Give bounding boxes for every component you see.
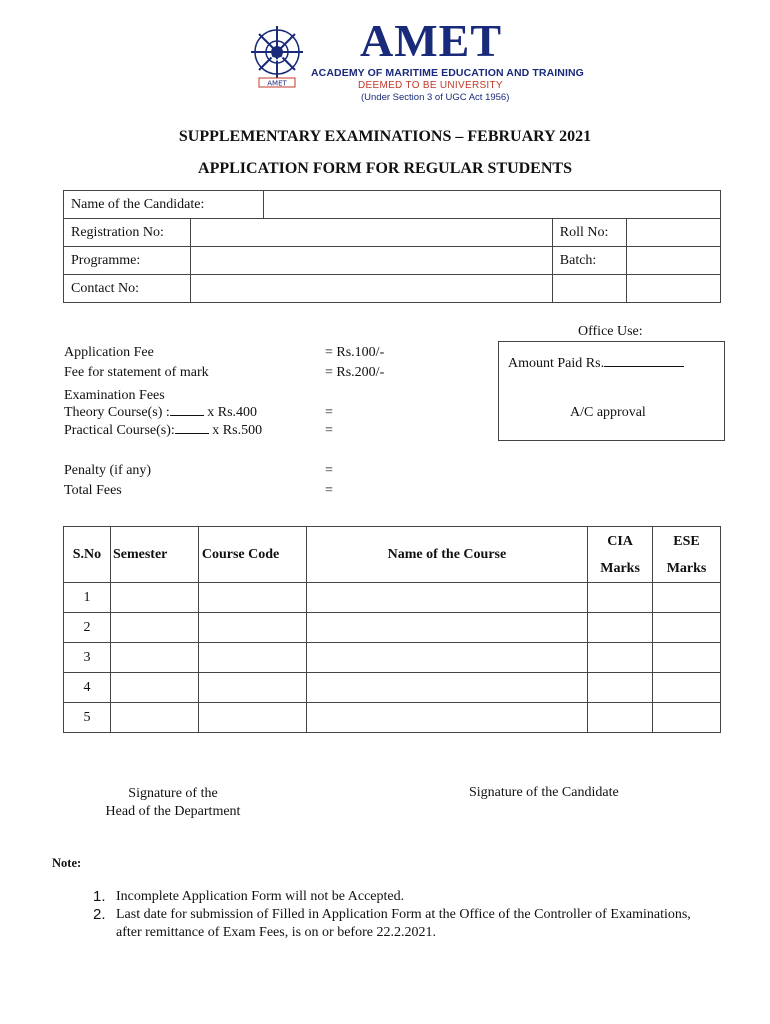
programme-field[interactable] bbox=[190, 247, 552, 275]
table-row bbox=[64, 247, 721, 275]
roll-label: Roll No: bbox=[552, 219, 626, 247]
penalty-label: Penalty (if any) bbox=[64, 463, 152, 478]
table-row bbox=[64, 583, 721, 613]
course-code-cell[interactable] bbox=[198, 703, 306, 733]
col-sno: S.No bbox=[64, 527, 111, 583]
page-title: SUPPLEMENTARY EXAMINATIONS – FEBRUARY 2021 bbox=[178, 128, 592, 145]
course-name-cell[interactable] bbox=[306, 703, 587, 733]
cia-cell[interactable] bbox=[588, 583, 653, 613]
practical-count-blank[interactable] bbox=[175, 421, 209, 434]
row-number: 5 bbox=[64, 703, 111, 733]
application-fee-label: Application Fee bbox=[64, 345, 154, 360]
ac-approval-label: A/C approval bbox=[570, 405, 646, 420]
semester-cell[interactable] bbox=[110, 643, 198, 673]
table-row bbox=[64, 613, 721, 643]
course-name-cell[interactable] bbox=[306, 613, 587, 643]
ese-cell[interactable] bbox=[653, 673, 721, 703]
batch-label: Batch: bbox=[552, 247, 626, 275]
row-number: 2 bbox=[64, 613, 111, 643]
note-label: Note: bbox=[52, 856, 82, 870]
roll-field[interactable] bbox=[626, 219, 720, 247]
statement-fee-label: Fee for statement of mark bbox=[64, 365, 209, 380]
col-cia-marks: CIA Marks bbox=[588, 527, 653, 583]
theory-count-blank[interactable] bbox=[170, 403, 204, 416]
course-code-cell[interactable] bbox=[198, 583, 306, 613]
table-row bbox=[64, 673, 721, 703]
penalty-equals: = bbox=[325, 463, 333, 478]
name-field[interactable] bbox=[264, 191, 721, 219]
office-use-label: Office Use: bbox=[578, 324, 643, 339]
col-course-name: Name of the Course bbox=[306, 527, 587, 583]
table-row bbox=[64, 703, 721, 733]
course-table bbox=[63, 526, 721, 733]
total-equals: = bbox=[325, 483, 333, 498]
list-item: 1. Incomplete Application Form will not be Accepted. bbox=[93, 888, 405, 905]
name-label: Name of the Candidate: bbox=[64, 191, 264, 219]
practical-equals: = bbox=[325, 423, 333, 438]
table-row bbox=[64, 191, 721, 219]
svg-text:AMET: AMET bbox=[267, 79, 287, 88]
table-row bbox=[64, 219, 721, 247]
ese-cell[interactable] bbox=[653, 703, 721, 733]
brand-subtitle: ACADEMY OF MARITIME EDUCATION AND TRAINING bbox=[311, 67, 584, 79]
application-fee-value: = Rs.100/- bbox=[325, 345, 385, 360]
contact-field[interactable] bbox=[190, 275, 552, 303]
brand-ugc: (Under Section 3 of UGC Act 1956) bbox=[361, 92, 510, 103]
course-name-cell[interactable] bbox=[306, 583, 587, 613]
form-subtitle: APPLICATION FORM FOR REGULAR STUDENTS bbox=[198, 160, 572, 177]
practical-label: Practical Course(s): bbox=[64, 423, 175, 438]
course-code-cell[interactable] bbox=[198, 613, 306, 643]
course-name-cell[interactable] bbox=[306, 673, 587, 703]
contact-extra-cell bbox=[552, 275, 626, 303]
ese-cell[interactable] bbox=[653, 613, 721, 643]
table-row bbox=[64, 275, 721, 303]
amount-paid bbox=[508, 354, 684, 372]
theory-course-line bbox=[64, 403, 257, 422]
cia-cell[interactable] bbox=[588, 643, 653, 673]
col-semester: Semester bbox=[110, 527, 198, 583]
semester-cell[interactable] bbox=[110, 613, 198, 643]
statement-fee-value: = Rs.200/- bbox=[325, 365, 385, 380]
semester-cell[interactable] bbox=[110, 703, 198, 733]
theory-label: Theory Course(s) : bbox=[64, 405, 170, 420]
brand-deemed: DEEMED TO BE UNIVERSITY bbox=[358, 80, 503, 91]
course-code-cell[interactable] bbox=[198, 673, 306, 703]
contact-extra-cell bbox=[626, 275, 720, 303]
cia-cell[interactable] bbox=[588, 613, 653, 643]
university-seal-logo bbox=[247, 22, 307, 90]
cia-cell[interactable] bbox=[588, 673, 653, 703]
exam-fees-label: Examination Fees bbox=[64, 388, 165, 403]
registration-field[interactable] bbox=[190, 219, 552, 247]
candidate-signature: Signature of the Candidate bbox=[469, 785, 619, 800]
col-course-code: Course Code bbox=[198, 527, 306, 583]
note-list bbox=[93, 888, 713, 942]
ese-cell[interactable] bbox=[653, 643, 721, 673]
ese-cell[interactable] bbox=[653, 583, 721, 613]
semester-cell[interactable] bbox=[110, 673, 198, 703]
row-number: 3 bbox=[64, 643, 111, 673]
semester-cell[interactable] bbox=[110, 583, 198, 613]
row-number: 1 bbox=[64, 583, 111, 613]
course-name-cell[interactable] bbox=[306, 643, 587, 673]
amount-paid-blank[interactable] bbox=[604, 354, 684, 367]
practical-rate: x Rs.500 bbox=[208, 423, 263, 438]
theory-rate: x Rs.400 bbox=[203, 405, 258, 420]
amount-paid-label: Amount Paid Rs. bbox=[508, 356, 605, 371]
contact-label: Contact No: bbox=[64, 275, 191, 303]
table-header-row bbox=[64, 527, 721, 583]
programme-label: Programme: bbox=[64, 247, 191, 275]
course-code-cell[interactable] bbox=[198, 643, 306, 673]
practical-course-line bbox=[64, 421, 262, 440]
total-fees-label: Total Fees bbox=[64, 483, 122, 498]
col-ese-marks: ESE Marks bbox=[653, 527, 721, 583]
registration-label: Registration No: bbox=[64, 219, 191, 247]
hod-signature: Signature of the Head of the Department bbox=[105, 786, 241, 819]
row-number: 4 bbox=[64, 673, 111, 703]
list-item: 2. Last date for submission of Filled in Application Form at the Office of the Controller of Examinations, after remittance of Exam Fees, is on or before 22.2.2021. bbox=[93, 906, 691, 940]
batch-field[interactable] bbox=[626, 247, 720, 275]
table-row bbox=[64, 643, 721, 673]
theory-equals: = bbox=[325, 405, 333, 420]
candidate-details-table bbox=[63, 190, 721, 303]
brand-name: AMET bbox=[360, 15, 502, 66]
cia-cell[interactable] bbox=[588, 703, 653, 733]
